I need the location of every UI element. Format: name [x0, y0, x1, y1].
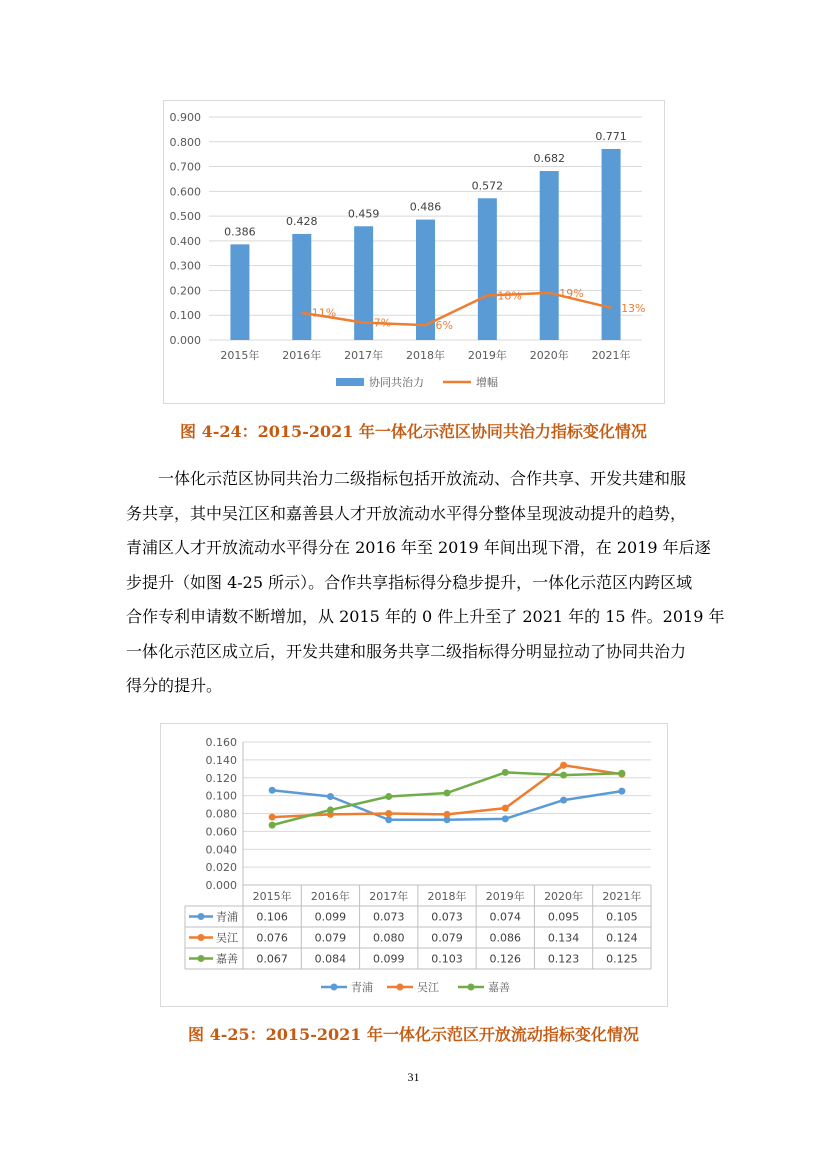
line-data-label: 6% [435, 319, 453, 333]
x-tick-label: 2020年 [529, 349, 569, 362]
legend-swatch-bar [336, 378, 364, 386]
table-legend-marker [198, 934, 205, 941]
legend-swatch-marker [468, 984, 475, 991]
data-point [269, 787, 276, 794]
line-data-label: 7% [373, 316, 392, 330]
bar-data-label: 0.428 [286, 214, 318, 228]
bar-data-label: 0.771 [595, 129, 627, 143]
legend-label: 协同共治力 [369, 376, 424, 389]
chart1-svg [164, 101, 664, 403]
y-tick-label: 0.120 [205, 771, 237, 785]
figure1-caption: 图 4-24：2015-2021 年一体化示范区协同共治力指标变化情况 [180, 422, 647, 441]
data-point [269, 822, 276, 829]
table-cell: 0.099 [314, 910, 347, 924]
x-tick-label: 2019年 [467, 349, 507, 362]
y-tick-label: 0.160 [205, 736, 237, 749]
data-point [444, 789, 451, 796]
data-point [502, 815, 509, 822]
legend-label: 嘉善 [488, 981, 510, 994]
y-tick-label: 0.400 [169, 234, 201, 248]
table-legend-marker [198, 913, 205, 920]
table-series-name: 青浦 [216, 910, 238, 924]
body-line: 合作专利申请数不断增加，从 2015 年的 0 件上升至了 2021 年的 15 件。2019 年 [126, 607, 725, 626]
x-tick-label: 2015年 [220, 349, 260, 362]
legend-swatch-marker [397, 984, 404, 991]
body-line: 一体化示范区协同共治力二级指标包括开放流动、合作共享、开发共建和服 [158, 469, 687, 488]
table-header-cell: 2019年 [485, 890, 525, 903]
line-data-label: 18% [497, 289, 522, 303]
body-line: 一体化示范区成立后，开发共建和服务共享二级指标得分明显拉动了协同共治力 [126, 641, 687, 661]
data-point [327, 793, 334, 800]
data-point [560, 762, 567, 769]
data-point [385, 810, 392, 817]
legend-swatch-marker [331, 984, 338, 991]
bar [292, 234, 311, 340]
table-cell: 0.103 [431, 952, 463, 966]
legend-label: 吴江 [417, 981, 439, 994]
y-tick-label: 0.700 [169, 160, 201, 174]
line-data-label: 19% [559, 286, 584, 300]
table-cell: 0.084 [314, 952, 347, 966]
bar-data-label: 0.682 [533, 152, 565, 166]
line-data-label: 13% [621, 301, 646, 315]
table-cell: 0.080 [372, 931, 405, 945]
table-series-name: 吴江 [216, 931, 238, 945]
y-tick-label: 0.000 [205, 879, 237, 892]
bar [602, 149, 621, 340]
table-cell: 0.106 [256, 910, 288, 924]
table-cell: 0.079 [431, 931, 463, 945]
chart-collaborative-governance [163, 100, 665, 404]
table-cell: 0.086 [489, 931, 522, 945]
data-point [560, 797, 567, 804]
y-tick-label: 0.060 [205, 825, 237, 839]
data-point [618, 788, 625, 795]
bar-data-label: 0.459 [347, 207, 380, 221]
y-tick-label: 0.800 [169, 135, 201, 149]
data-point [385, 816, 392, 823]
table-cell: 0.095 [547, 910, 580, 924]
bar [230, 244, 249, 340]
x-tick-label: 2018年 [406, 349, 445, 362]
chart2-svg [161, 724, 667, 1006]
body-line: 青浦区人才开放流动水平得分在 2016 年至 2019 年间出现下滑，在 2019 年后逐 [126, 538, 711, 557]
data-point [502, 769, 509, 776]
y-tick-label: 0.080 [205, 807, 237, 821]
bar-data-label: 0.572 [471, 179, 504, 193]
y-tick-label: 0.500 [169, 210, 201, 224]
data-point [444, 811, 451, 818]
y-tick-label: 0.900 [169, 111, 201, 124]
table-cell: 0.105 [606, 910, 638, 924]
data-point [327, 806, 334, 813]
line-data-label: 11% [311, 306, 337, 320]
page-number: 31 [407, 1070, 420, 1084]
body-paragraph [126, 462, 725, 704]
table-cell: 0.123 [547, 952, 580, 966]
y-tick-label: 0.000 [169, 334, 201, 347]
table-cell: 0.125 [606, 952, 638, 966]
chart-open-flow [160, 723, 668, 1007]
bar [478, 198, 497, 340]
legend-label: 增幅 [476, 376, 498, 389]
table-cell: 0.124 [606, 931, 638, 945]
x-tick-label: 2017年 [344, 349, 384, 362]
bar-data-label: 0.386 [224, 225, 256, 239]
y-tick-label: 0.300 [169, 259, 201, 273]
table-header-cell: 2016年 [310, 890, 350, 903]
data-point [269, 814, 276, 821]
y-tick-label: 0.100 [205, 789, 237, 803]
y-tick-label: 0.600 [169, 185, 201, 199]
legend-label: 青浦 [351, 981, 373, 994]
bar [540, 171, 559, 340]
table-cell: 0.134 [547, 931, 580, 945]
body-line: 步提升（如图 4-25 所示）。合作共享指标得分稳步提升，一体化示范区内跨区域 [126, 572, 693, 592]
table-header-cell: 2020年 [544, 890, 584, 903]
table-series-name: 嘉善 [216, 952, 238, 966]
table-cell: 0.073 [431, 910, 463, 924]
table-cell: 0.076 [256, 931, 288, 945]
x-tick-label: 2021年 [591, 349, 631, 362]
table-cell: 0.073 [372, 910, 405, 924]
table-cell: 0.067 [256, 952, 288, 966]
data-point [560, 772, 567, 779]
x-tick-label: 2016年 [282, 349, 322, 362]
figure2-caption: 图 4-25：2015-2021 年一体化示范区开放流动指标变化情况 [188, 1025, 639, 1044]
table-cell: 0.099 [372, 952, 405, 966]
data-point [385, 793, 392, 800]
data-point [502, 805, 509, 812]
table-header-cell: 2017年 [369, 890, 409, 903]
body-line: 得分的提升。 [126, 676, 223, 695]
table-header-cell: 2015年 [252, 890, 292, 903]
table-header-cell: 2018年 [427, 890, 467, 903]
body-line: 务共享，其中吴江区和嘉善县人才开放流动水平得分整体呈现波动提升的趋势， [126, 503, 687, 523]
y-tick-label: 0.020 [205, 861, 237, 875]
bar-data-label: 0.486 [409, 200, 442, 214]
y-tick-label: 0.200 [169, 284, 201, 298]
data-point [618, 770, 625, 777]
table-cell: 0.079 [314, 931, 347, 945]
table-cell: 0.074 [489, 910, 522, 924]
y-tick-label: 0.140 [205, 753, 237, 767]
y-tick-label: 0.040 [205, 843, 237, 857]
table-header-cell: 2021年 [602, 890, 642, 903]
table-legend-marker [198, 955, 205, 962]
table-cell: 0.126 [489, 952, 522, 966]
y-tick-label: 0.100 [169, 309, 201, 323]
